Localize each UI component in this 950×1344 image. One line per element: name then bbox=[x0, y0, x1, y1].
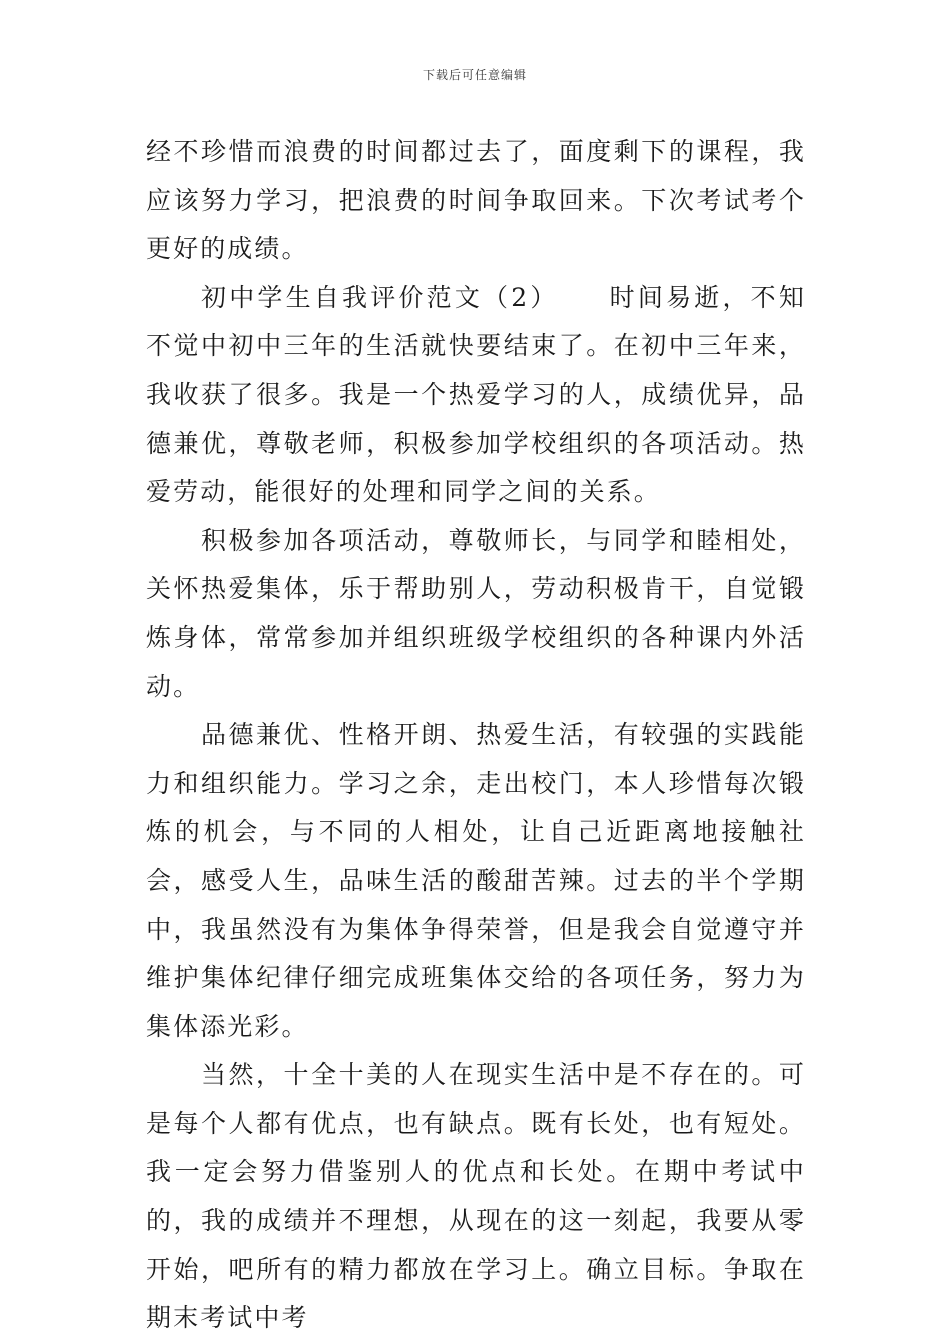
document-body bbox=[146, 128, 806, 1343]
paragraph-3: 积极参加各项活动，尊敬师长，与同学和睦相处，关怀热爱集体，乐于帮助别人，劳动积极肯干，自觉锻炼身体，常常参加并组织班级学校组织的各种课内外活动。 bbox=[146, 525, 806, 701]
paragraph-4: 品德兼优、性格开朗、热爱生活，有较强的实践能力和组织能力。学习之余，走出校门，本人珍惜每次锻炼的机会，与不同的人相处，让自己近距离地接触社会，感受人生，品味生活的酸甜苦辣。过去的半个学期中，我虽然没有为集体争得荣誉，但是我会自觉遵守并维护集体纪律仔细完成班集体交给的各项任务，努力为集体添光彩。 bbox=[146, 720, 806, 1041]
section-title: 初中学生自我评价范文（2） bbox=[201, 282, 559, 312]
paragraph-5: 当然，十全十美的人在现实生活中是不存在的。可是每个人都有优点，也有缺点。既有长处，也有短处。我一定会努力借鉴别人的优点和长处。在期中考试中的，我的成绩并不理想，从现在的这一刻起，我要从零开始，吧所有的精力都放在学习上。确立目标。争取在期末考试中考 bbox=[146, 1060, 806, 1333]
paragraph-2 bbox=[146, 274, 806, 517]
paragraph-1: 经不珍惜而浪费的时间都过去了，面度剩下的课程，我应该努力学习，把浪费的时间争取回来。下次考试考个更好的成绩。 bbox=[146, 137, 806, 264]
header-note: 下载后可任意编辑 bbox=[422, 68, 527, 82]
paragraph-2-body: 时间易逝，不知不觉中初中三年的生活就快要结束了。在初中三年来，我收获了很多。我是一个热爱学习的人，成绩优异，品德兼优，尊敬老师，积极参加学校组织的各项活动。热爱劳动，能很好的处理和同学之间的关系。 bbox=[146, 282, 806, 507]
